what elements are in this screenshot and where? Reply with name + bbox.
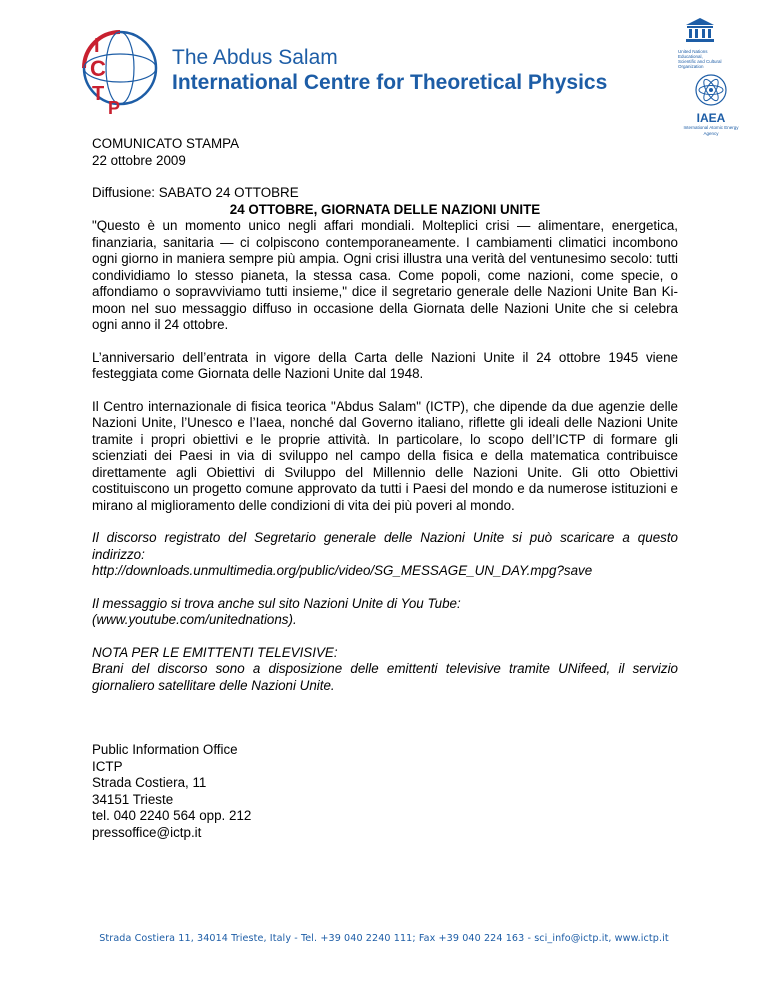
ictp-logo bbox=[70, 22, 180, 114]
contact-street: Strada Costiera, 11 bbox=[92, 775, 207, 790]
unesco-text: United Nations Educational, Scientific and Cultural Organization bbox=[678, 49, 722, 69]
press-date: 22 ottobre 2009 bbox=[92, 152, 186, 168]
contact-phone: tel. 040 2240 564 opp. 212 bbox=[92, 808, 252, 823]
contact-org: ICTP bbox=[92, 758, 123, 774]
contact-email[interactable]: pressoffice@ictp.it bbox=[92, 824, 202, 840]
release-date: Diffusione: SABATO 24 OTTOBRE bbox=[92, 185, 299, 200]
press-release-body bbox=[92, 136, 678, 841]
contact-city: 34151 Trieste bbox=[92, 791, 174, 807]
logo-letter-t: T bbox=[92, 83, 105, 105]
paragraph-quote: "Questo è un momento unico negli affari mondiali. Molteplici crisi — alimentare, energetica, finanziaria, sanitaria — ci colpiscono contemporaneamente. I cambiamenti climatici incombono ogni giorno in maniera sempre più ampia. Ogni crisi illustra una verità del ventunesimo secolo: tutti condividiamo lo stesso pianeta, la stessa casa. Come popoli, come nazioni, come specie, o affondiamo o sopravviviamo tutti insieme," dice il segretario generale delle Nazioni Unite Ban Ki-moon nel suo messaggio diffuso in occasione della Giornata delle Nazioni Unite che si celebra ogni anno il 24 ottobre. bbox=[92, 218, 678, 332]
press-label: COMUNICATO STAMPA bbox=[92, 136, 240, 151]
logo-letter-c: C bbox=[90, 56, 106, 81]
iaea-subtitle: International Atomic Energy Agency bbox=[683, 125, 739, 136]
org-name bbox=[172, 46, 607, 96]
note-tv-title: NOTA PER LE EMITTENTI TELEVISIVE: bbox=[92, 644, 338, 660]
logo-letter-p: P bbox=[108, 98, 121, 114]
iaea-name: IAEA bbox=[696, 111, 726, 125]
unesco-logo bbox=[678, 18, 742, 69]
headline: 24 OTTOBRE, GIORNATA DELLE NAZIONI UNITE bbox=[229, 201, 541, 217]
org-name-line2: International Centre for Theoretical Physics bbox=[172, 71, 608, 94]
footer-address: Strada Costiera 11, 34014 Trieste, Italy - Tel. +39 040 2240 111; Fax +39 040 224 163 - sci_info@ictp.it, www.ictp.it bbox=[99, 933, 669, 944]
org-name-line1: The Abdus Salam bbox=[172, 46, 338, 69]
iaea-logo bbox=[676, 74, 746, 137]
unesco-temple-icon bbox=[686, 18, 714, 42]
logo-letter-i: I bbox=[94, 35, 100, 57]
note-tv-text: Brani del discorso sono a disposizione delle emittenti televisive tramite UNifeed, il servizio giornaliero satellitare delle Nazioni Unite. bbox=[92, 661, 678, 693]
note-download: Il discorso registrato del Segretario generale delle Nazioni Unite si può scaricare a questo indirizzo: bbox=[92, 530, 678, 562]
iaea-atom-icon bbox=[691, 74, 731, 106]
paragraph-ictp: Il Centro internazionale di fisica teorica "Abdus Salam" (ICTP), che dipende da due agenzie delle Nazioni Unite, l’Unesco e l’Iaea, nonché dal Governo italiano, riflette gli ideali delle Nazioni Unite tramite i propri obiettivi e le proprie attività. In particolare, lo scopo dell’ICTP di formare gli scienziati dei Paesi in via di sviluppo nel campo della fisica e della matematica contribuisce direttamente agli Obiettivi di Sviluppo del Millennio delle Nazioni Unite. Gli otto Obiettivi costituiscono un progetto comune approvato da tutti i Paesi del mondo e da numerose istituzioni e mirano al miglioramento delle condizioni di vita dei più poveri al mondo. bbox=[92, 398, 678, 513]
youtube-link[interactable]: (www.youtube.com/unitednations). bbox=[92, 612, 297, 627]
download-url[interactable]: http://downloads.unmultimedia.org/public/video/SG_MESSAGE_UN_DAY.mpg?save bbox=[92, 563, 593, 578]
paragraph-anniversary: L’anniversario dell’entrata in vigore della Carta delle Nazioni Unite il 24 ottobre 1945 viene festeggiata come Giornata delle Nazioni Unite dal 1948. bbox=[92, 349, 678, 381]
note-youtube: Il messaggio si trova anche sul sito Nazioni Unite di You Tube: bbox=[92, 595, 461, 611]
contact-office: Public Information Office bbox=[92, 742, 238, 757]
